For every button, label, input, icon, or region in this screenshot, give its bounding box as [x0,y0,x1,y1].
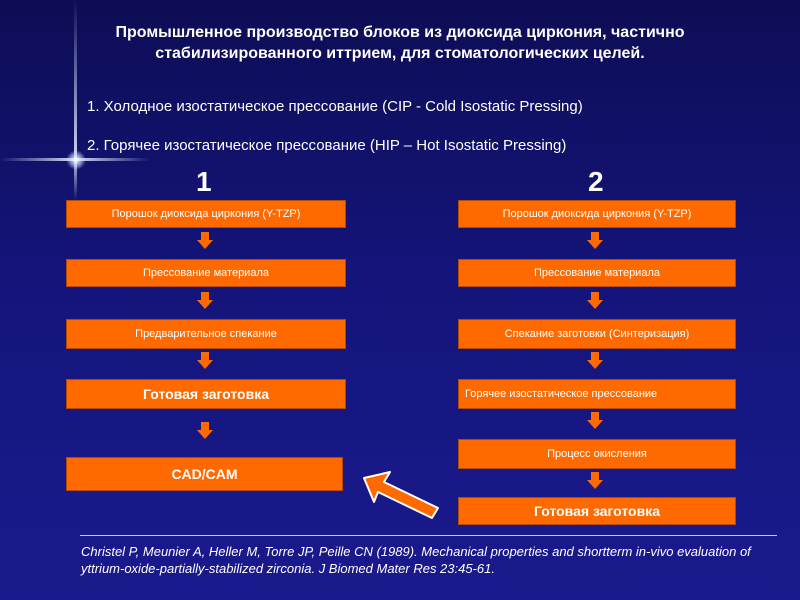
col2-step-oxidation: Процесс окисления [458,439,736,469]
slide-title: Промышленное производство блоков из диоксида циркония, частично стабилизированного иттрием, для стоматологических целей. [115,24,685,62]
col1-step-blank: Готовая заготовка [66,379,346,409]
col1-step-pressing: Прессование материала [66,259,346,287]
col1-step-cadcam: CAD/CAM [66,457,343,491]
col2-step-powder: Порошок диоксида циркония (Y-TZP) [458,200,736,228]
method-cip: 1. Холодное изостатическое прессование (CIP - Cold Isostatic Pressing) [87,98,583,115]
column-2-number: 2 [588,166,604,197]
col2-step-pressing: Прессование материала [458,259,736,287]
diagonal-arrow-icon [362,470,442,520]
col2-step-blank: Готовая заготовка [458,497,736,525]
column-1-number: 1 [196,166,212,197]
col2-step-sintering: Спекание заготовки (Синтеризация) [458,319,736,349]
divider-line [80,535,777,536]
method-hip: 2. Горячее изостатическое прессование (HIP – Hot Isostatic Pressing) [87,137,567,154]
col1-step-powder: Порошок диоксида циркония (Y-TZP) [66,200,346,228]
sparkle-icon [66,150,86,170]
col2-step-hip: Горячее изостатическое прессование [458,379,736,409]
col1-step-presintering: Предварительное спекание [66,319,346,349]
citation: Christel P, Meunier A, Heller M, Torre JP, Peille CN (1989). Mechanical properties and shortterm in-vivo evaluation of yttrium-oxide-partially-stabilized zirconia. J Biomed Mater Res 23:45-61. [81,544,751,576]
